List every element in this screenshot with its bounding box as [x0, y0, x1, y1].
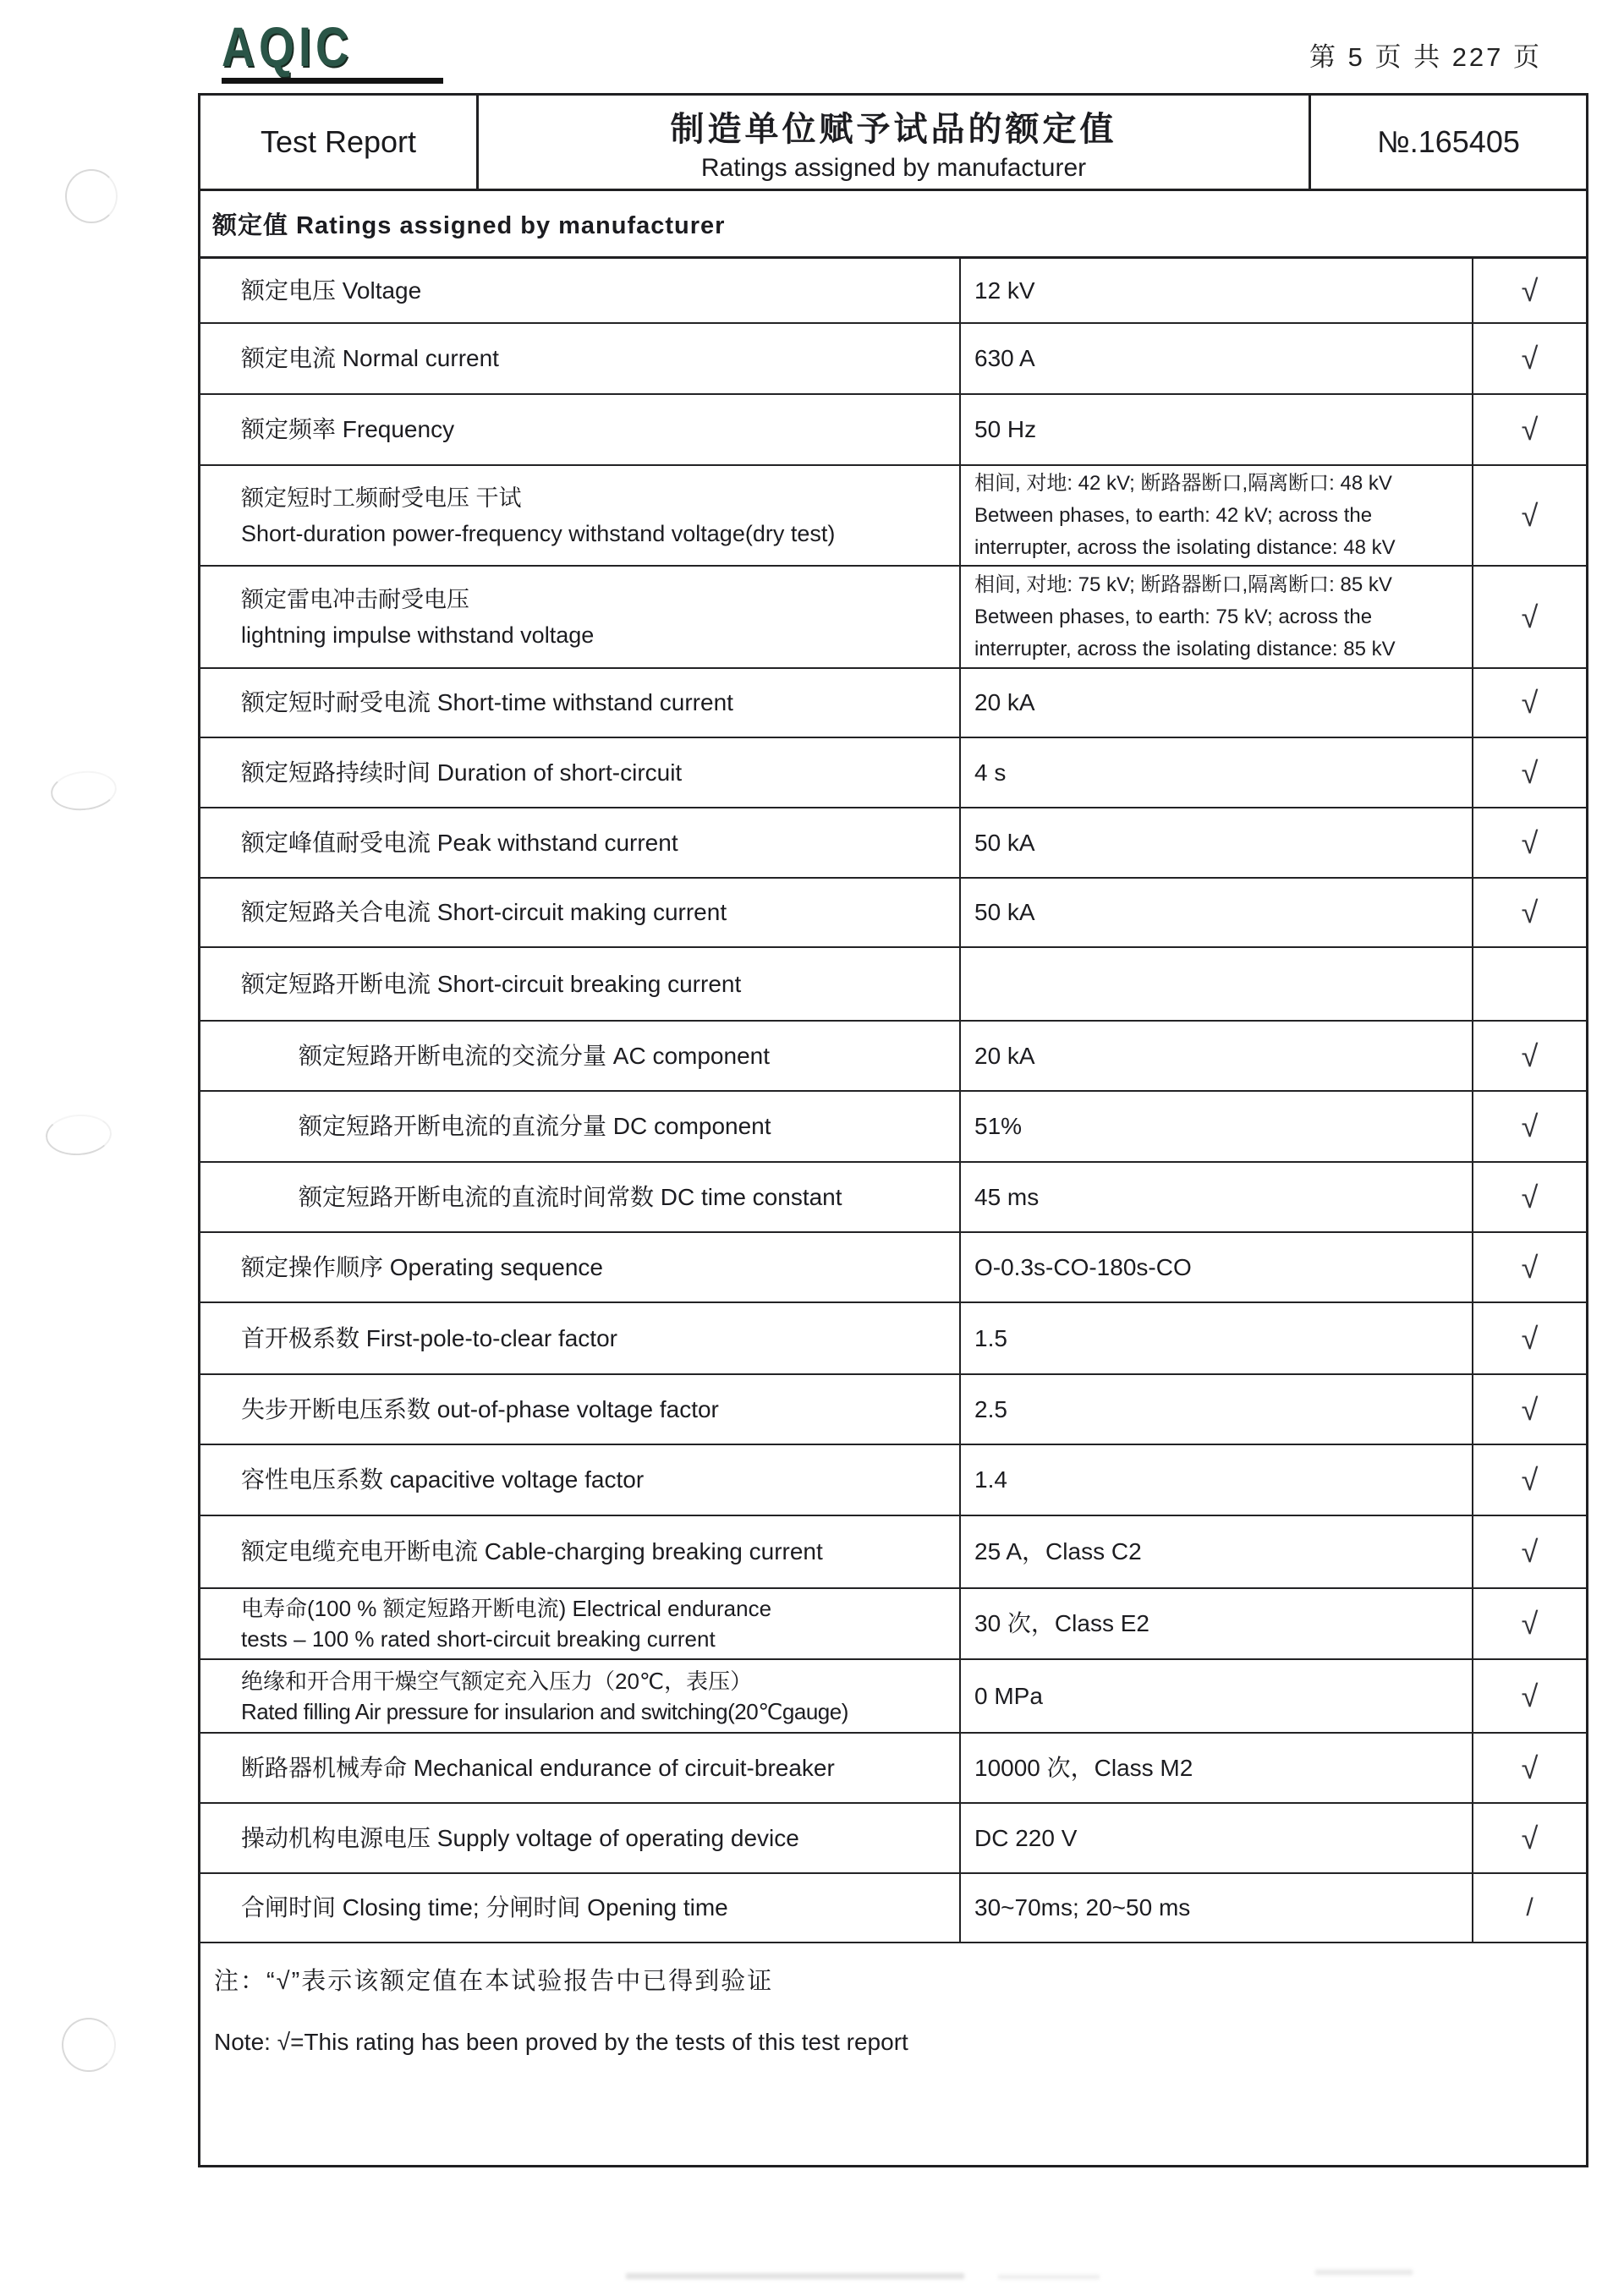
- param-value: [961, 1375, 1473, 1444]
- param-label-line: 额定短时工频耐受电压 干试: [241, 485, 522, 511]
- param-label: [200, 1092, 961, 1161]
- param-label-line: 额定电压 Voltage: [241, 277, 422, 304]
- table-row: [200, 1874, 1586, 1943]
- param-label-line: 操动机构电源电压 Supply voltage of operating device: [241, 1824, 799, 1851]
- verified-check-mark: √: [1521, 1534, 1539, 1569]
- verified-check-mark: √: [1521, 341, 1539, 375]
- param-label-line: Short-duration power-frequency withstand voltage(dry test): [241, 520, 836, 546]
- check-cell: [1473, 1445, 1586, 1515]
- company-logo: [222, 15, 475, 78]
- verified-check-mark: √: [1521, 1179, 1539, 1214]
- verified-check-mark: √: [1521, 272, 1539, 308]
- check-cell: [1473, 1233, 1586, 1301]
- check-cell: [1473, 1660, 1586, 1732]
- param-value-line: 20 kA: [974, 689, 1035, 715]
- check-cell: [1473, 669, 1586, 737]
- param-label-line: tests – 100 % rated short-circuit breaking current: [241, 1626, 716, 1652]
- ratings-rows: [200, 259, 1586, 1943]
- param-value: [961, 1303, 1473, 1373]
- notes-area: [200, 1943, 1586, 2165]
- param-value-line: 相间, 对地: 42 kV; 断路器断口,隔离断口: 48 kV: [974, 471, 1392, 495]
- report-number: №.165405: [1377, 124, 1520, 159]
- table-row: [200, 879, 1586, 948]
- param-label-line: 合闸时间 Closing time; 分闸时间 Opening time: [241, 1894, 728, 1921]
- verified-check-mark: √: [1521, 599, 1539, 634]
- check-cell: [1473, 1874, 1586, 1942]
- param-label-line: 额定操作顺序 Operating sequence: [241, 1253, 603, 1280]
- check-cell: [1473, 1804, 1586, 1872]
- param-value-line: 51%: [974, 1113, 1023, 1139]
- param-value-line: interrupter, across the isolating distance: 85 kV: [974, 637, 1396, 660]
- param-value: [961, 1092, 1473, 1161]
- param-value: [961, 1874, 1473, 1942]
- table-row: [200, 567, 1586, 669]
- param-label: [200, 808, 961, 877]
- check-cell: [1473, 324, 1586, 393]
- table-header-row: [200, 96, 1586, 191]
- param-value: [961, 1233, 1473, 1301]
- param-label-line: 额定短路关合电流 Short-circuit making current: [241, 899, 727, 925]
- table-row: [200, 738, 1586, 808]
- report-type-cell: Test Report: [200, 96, 479, 189]
- param-value-line: 30~70ms; 20~50 ms: [974, 1894, 1191, 1921]
- param-value-line: interrupter, across the isolating distance: 48 kV: [974, 535, 1396, 559]
- param-value-line: 2.5: [974, 1395, 1007, 1422]
- param-value: [961, 259, 1473, 322]
- param-value-line: 4 s: [974, 759, 1007, 786]
- param-value: [961, 669, 1473, 737]
- verified-check-mark: √: [1521, 1320, 1539, 1356]
- param-label-line: 额定短路开断电流的交流分量 AC component: [299, 1042, 770, 1069]
- table-row: [200, 1303, 1586, 1375]
- param-value: [961, 466, 1473, 565]
- param-value-line: 630 A: [974, 345, 1035, 371]
- verified-check-mark: √: [1521, 685, 1539, 720]
- param-label: [200, 879, 961, 946]
- param-label-line: 失步开断电压系数 out-of-phase voltage factor: [241, 1395, 719, 1422]
- check-cell: [1473, 1516, 1586, 1587]
- param-value-line: Between phases, to earth: 75 kV; across the: [974, 605, 1373, 628]
- param-label-line: lightning impulse withstand voltage: [241, 622, 595, 648]
- param-label-line: 首开极系数 First-pole-to-clear factor: [241, 1324, 617, 1351]
- verified-check-mark: √: [1521, 1462, 1539, 1497]
- param-label-line: 额定短路开断电流的直流分量 DC component: [299, 1113, 771, 1139]
- param-label: [200, 1445, 961, 1515]
- verified-check-mark: √: [1521, 1750, 1539, 1785]
- param-label: [200, 738, 961, 807]
- table-row: [200, 1163, 1586, 1233]
- param-label-line: 额定短路开断电流 Short-circuit breaking current: [241, 970, 742, 997]
- page-indicator: 第 5 页 共 227 页: [1309, 42, 1543, 72]
- table-row: [200, 1092, 1586, 1163]
- table-row: [200, 1804, 1586, 1874]
- param-label: [200, 567, 961, 667]
- param-label-line: 电寿命(100 % 额定短路开断电流) Electrical endurance: [241, 1596, 772, 1621]
- param-value: [961, 1163, 1473, 1231]
- table-row: [200, 1516, 1586, 1589]
- table-row: [200, 1589, 1586, 1660]
- check-cell: [1473, 738, 1586, 807]
- table-row: [200, 324, 1586, 395]
- check-cell: [1473, 259, 1586, 322]
- param-value-line: 12 kV: [974, 277, 1035, 304]
- param-label: [200, 948, 961, 1020]
- param-value-line: 30 次，Class E2: [974, 1610, 1149, 1636]
- param-value-line: 25 A，Class C2: [974, 1538, 1142, 1564]
- param-value-line: 0 MPa: [974, 1682, 1043, 1709]
- verified-check-mark: √: [1521, 1109, 1539, 1143]
- table-row: [200, 395, 1586, 466]
- param-label-line: 额定短时耐受电流 Short-time withstand current: [241, 689, 733, 715]
- check-cell: [1473, 466, 1586, 565]
- verified-check-mark: √: [1521, 1678, 1539, 1713]
- verified-check-mark: √: [1521, 1391, 1539, 1427]
- check-cell: [1473, 1092, 1586, 1161]
- param-label-line: 额定电流 Normal current: [241, 345, 499, 371]
- param-value-line: 1.5: [974, 1324, 1007, 1351]
- param-value: [961, 1660, 1473, 1732]
- check-cell: [1473, 1734, 1586, 1802]
- param-value: [961, 395, 1473, 464]
- table-row: [200, 1734, 1586, 1804]
- param-value: [961, 879, 1473, 946]
- scan-smudge: [626, 2273, 964, 2279]
- verified-check-mark: √: [1521, 895, 1539, 929]
- table-row: [200, 1375, 1586, 1445]
- verified-check-mark: √: [1521, 412, 1539, 447]
- param-value-line: Between phases, to earth: 42 kV; across the: [974, 503, 1373, 527]
- param-label: [200, 1734, 961, 1802]
- param-label: [200, 1589, 961, 1658]
- param-value-line: 20 kA: [974, 1042, 1035, 1069]
- table-row: [200, 669, 1586, 738]
- param-label: [200, 1804, 961, 1872]
- param-value-line: 50 kA: [974, 829, 1035, 856]
- param-value-line: DC 220 V: [974, 1824, 1078, 1851]
- verified-check-mark: √: [1521, 1038, 1539, 1073]
- param-value-line: 45 ms: [974, 1183, 1040, 1210]
- verified-check-mark: √: [1521, 1606, 1539, 1641]
- param-label-line: 额定电缆充电开断电流 Cable-charging breaking current: [241, 1538, 823, 1564]
- param-value: [961, 1734, 1473, 1802]
- param-label-line: 额定短路持续时间 Duration of short-circuit: [241, 759, 683, 786]
- scan-smudge: [998, 2275, 1100, 2279]
- note-zh: 注：“√”表示该额定值在本试验报告中已得到验证: [214, 1968, 774, 1995]
- report-title-en: Ratings assigned by manufacturer: [700, 153, 1087, 182]
- param-value: [961, 738, 1473, 807]
- param-label: [200, 324, 961, 393]
- logo-text: AQIC: [222, 15, 353, 78]
- param-value-line: O-0.3s-CO-180s-CO: [974, 1253, 1192, 1280]
- param-value: [961, 948, 1473, 1020]
- check-cell: [1473, 808, 1586, 877]
- param-value: [961, 1445, 1473, 1515]
- param-value: [961, 567, 1473, 667]
- note-en: Note: √=This rating has been proved by the tests of this test report: [214, 2029, 908, 2055]
- param-label: [200, 259, 961, 322]
- table-row: [200, 259, 1586, 324]
- param-label-line: 绝缘和开合用干燥空气额定充入压力（20℃，表压）: [241, 1668, 753, 1694]
- param-label: [200, 395, 961, 464]
- punch-hole: [49, 768, 118, 814]
- param-label: [200, 1516, 961, 1587]
- param-value: [961, 1589, 1473, 1658]
- param-value-line: 50 Hz: [974, 416, 1037, 442]
- param-label-line: 额定频率 Frequency: [241, 416, 455, 442]
- param-label-line: 断路器机械寿命 Mechanical endurance of circuit-breaker: [241, 1754, 835, 1781]
- table-row: [200, 1022, 1586, 1092]
- verified-check-mark: √: [1521, 825, 1539, 860]
- param-value: [961, 1804, 1473, 1872]
- table-row: [200, 1660, 1586, 1734]
- table-row: [200, 1445, 1586, 1516]
- param-label: [200, 466, 961, 565]
- param-label: [200, 1660, 961, 1732]
- check-cell: [1473, 879, 1586, 946]
- table-row: [200, 808, 1586, 879]
- verified-check-mark: √: [1521, 1249, 1539, 1285]
- param-value: [961, 808, 1473, 877]
- report-title-zh: 制造单位赋予试品的额定值: [670, 110, 1117, 148]
- param-label-line: 额定峰值耐受电流 Peak withstand current: [241, 829, 678, 856]
- param-value: [961, 1022, 1473, 1090]
- param-label: [200, 669, 961, 737]
- param-label: [200, 1874, 961, 1942]
- verified-check-mark: √: [1521, 754, 1539, 790]
- check-cell: [1473, 1303, 1586, 1373]
- ratings-table: [198, 93, 1588, 2167]
- param-value-line: 10000 次，Class M2: [974, 1754, 1193, 1781]
- punch-hole: [62, 2018, 116, 2072]
- punch-hole: [44, 1112, 112, 1157]
- param-label-line: 额定雷电冲击耐受电压: [241, 586, 469, 612]
- param-label: [200, 1022, 961, 1090]
- scan-smudge: [1315, 2270, 1413, 2275]
- param-label-line: 额定短路开断电流的直流时间常数 DC time constant: [299, 1183, 842, 1210]
- param-label-line: Rated filling Air pressure for insularion and switching(20℃gauge): [241, 1698, 848, 1724]
- check-cell: [1473, 1589, 1586, 1658]
- section-title: 额定值 Ratings assigned by manufacturer: [200, 191, 1586, 259]
- verified-check-mark: √: [1521, 1820, 1539, 1855]
- param-label-line: 容性电压系数 capacitive voltage factor: [241, 1466, 645, 1493]
- check-cell: [1473, 1163, 1586, 1231]
- param-value: [961, 1516, 1473, 1587]
- logo-underline: [222, 78, 443, 84]
- param-value-line: 相间, 对地: 75 kV; 断路器断口,隔离断口: 85 kV: [974, 573, 1392, 596]
- param-value-line: 50 kA: [974, 899, 1035, 925]
- param-label: [200, 1375, 961, 1444]
- param-value-line: 1.4: [974, 1466, 1007, 1493]
- report-title-cell: [479, 96, 1311, 189]
- table-row: [200, 948, 1586, 1022]
- table-row: [200, 1233, 1586, 1303]
- punch-hole: [65, 169, 118, 223]
- verified-check-mark: √: [1521, 497, 1539, 533]
- check-cell: [1473, 948, 1586, 1020]
- check-cell: [1473, 1022, 1586, 1090]
- check-cell: [1473, 1375, 1586, 1444]
- param-label: [200, 1233, 961, 1301]
- param-label: [200, 1303, 961, 1373]
- check-cell: [1473, 395, 1586, 464]
- param-label: [200, 1163, 961, 1231]
- check-cell: [1473, 567, 1586, 667]
- param-value: [961, 324, 1473, 393]
- table-row: [200, 466, 1586, 567]
- slash-mark: /: [1526, 1893, 1533, 1921]
